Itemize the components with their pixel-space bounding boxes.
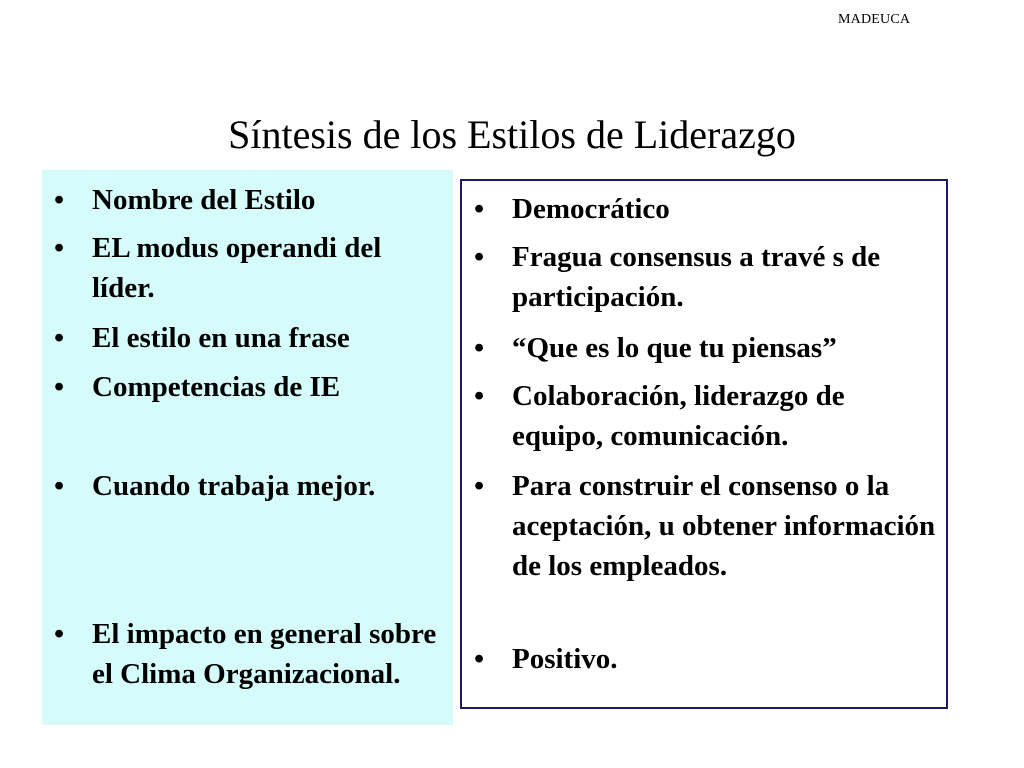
left-item-style-name — [42, 180, 447, 220]
left-item-text: El impacto en general sobre el Clima Organizacional. — [92, 618, 437, 690]
bullet-icon: • — [474, 470, 485, 502]
bullet-icon: • — [474, 193, 485, 225]
slide-title: Síntesis de los Estilos de Liderazgo — [228, 112, 796, 157]
left-item-text: El estilo en una frase — [92, 322, 350, 354]
left-item-phrase — [42, 318, 447, 358]
bullet-icon: • — [54, 618, 65, 650]
bullet-icon: • — [54, 232, 65, 264]
bullet-icon: • — [474, 332, 485, 364]
left-item-text: Nombre del Estilo — [92, 184, 316, 216]
left-panel — [42, 170, 453, 725]
bullet-icon: • — [54, 322, 65, 354]
left-item-impact — [42, 614, 447, 694]
left-item-competencies — [42, 367, 447, 407]
bullet-icon: • — [474, 241, 485, 273]
right-item-modus — [462, 237, 942, 317]
brand-label: MADEUCA — [838, 12, 911, 27]
left-item-text: EL modus operandi del líder. — [92, 232, 382, 304]
right-item-when-works-best — [462, 466, 942, 586]
left-item-text: Cuando trabaja mejor. — [92, 470, 376, 502]
right-item-style — [462, 189, 942, 229]
bullet-icon: • — [474, 643, 485, 675]
bullet-icon: • — [54, 371, 65, 403]
bullet-icon: • — [474, 380, 485, 412]
right-item-impact — [462, 639, 942, 679]
bullet-icon: • — [54, 184, 65, 216]
right-item-text: Para construir el consenso o la aceptación, u obtener información de los empleados. — [512, 470, 936, 582]
left-item-modus-operandi — [42, 228, 447, 308]
right-item-text: “Que es lo que tu piensas” — [512, 332, 837, 364]
right-item-text: Colaboración, liderazgo de equipo, comunicación. — [512, 380, 845, 452]
left-item-when-works-best — [42, 466, 447, 506]
right-item-phrase — [462, 328, 942, 368]
right-item-text: Democrático — [512, 193, 670, 225]
bullet-icon: • — [54, 470, 65, 502]
right-item-text: Positivo. — [512, 643, 618, 675]
right-item-text: Fragua consensus a travé s de participación. — [512, 241, 881, 313]
right-item-competencies — [462, 376, 942, 456]
left-item-text: Competencias de IE — [92, 371, 341, 403]
right-panel — [460, 179, 948, 709]
